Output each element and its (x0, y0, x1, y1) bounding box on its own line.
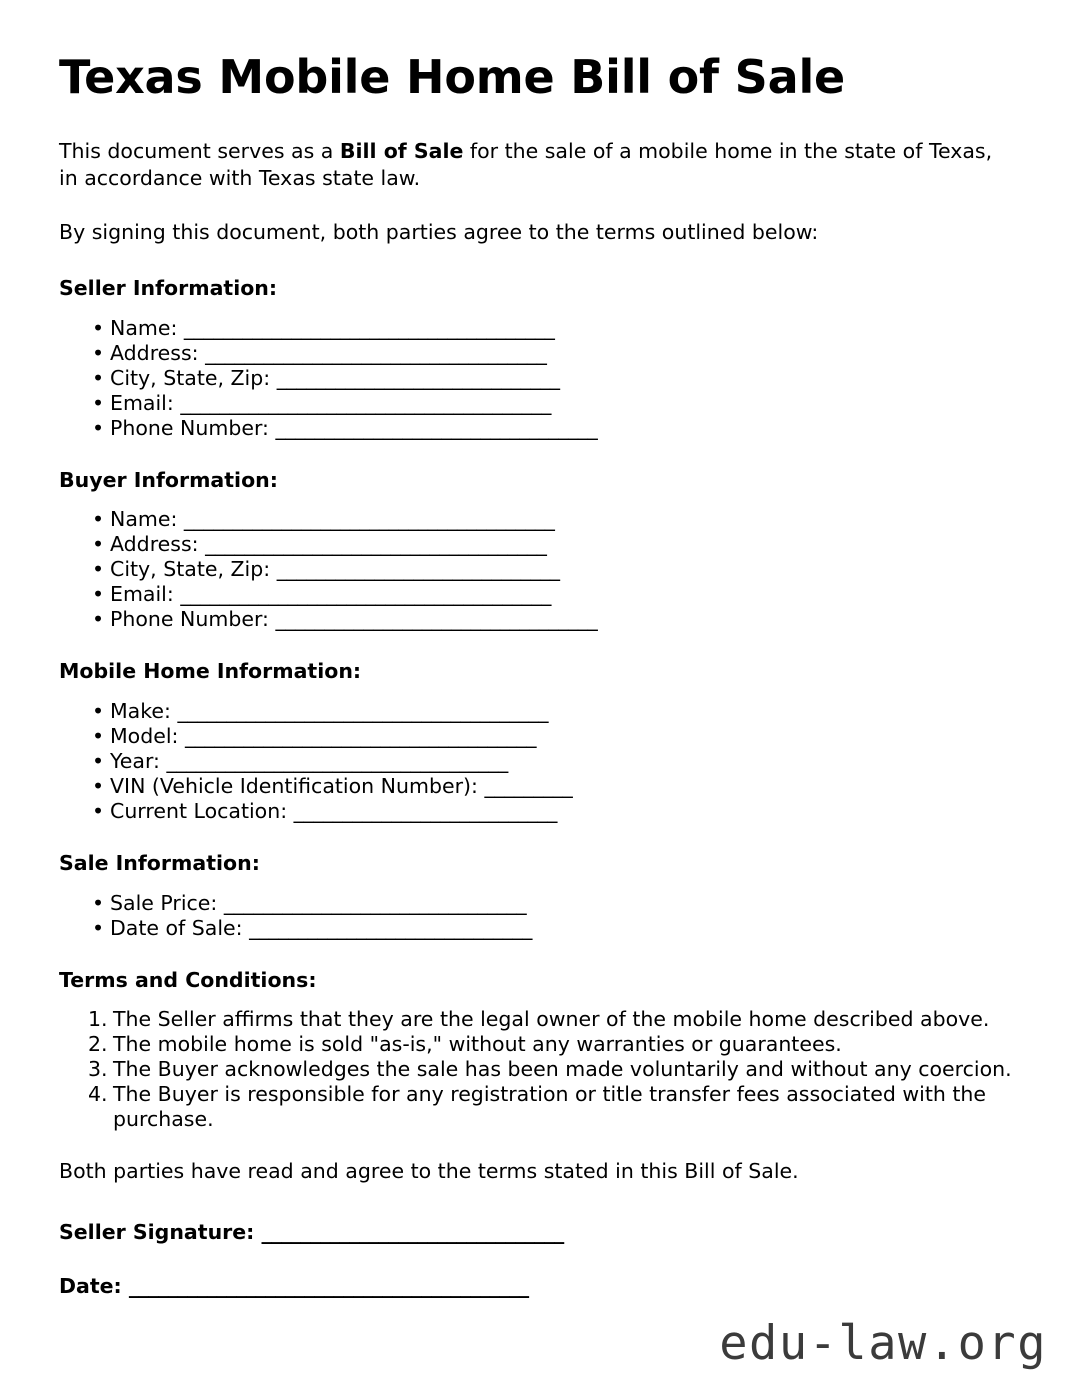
field-label: Make: (110, 699, 171, 724)
list-item: The Seller affirms that they are the legal owner of the mobile home described above. (113, 1007, 990, 1032)
field-label: Name: (110, 315, 178, 340)
section-heading-terms: Terms and Conditions: (59, 967, 317, 992)
field-blank[interactable]: ___________________________________ (205, 532, 547, 557)
signature-block (59, 1220, 1017, 1299)
field-blank[interactable]: ______________________________________ (180, 582, 551, 607)
section-heading-sale: Sale Information: (59, 851, 260, 876)
list-item (59, 724, 1017, 749)
field-label: Email: (110, 582, 174, 607)
field-blank[interactable]: _____________________________ (276, 365, 560, 390)
list-item (59, 582, 1017, 607)
list-item (59, 532, 1017, 557)
field-label: Phone Number: (110, 415, 269, 440)
intro-paragraph (59, 138, 1017, 194)
list-item (59, 341, 1017, 366)
field-label: Model: (110, 724, 179, 749)
list-item (59, 774, 1017, 799)
field-blank[interactable]: ______________________________________ (177, 699, 548, 724)
sale-field-list (59, 891, 1017, 941)
field-label: Address: (110, 532, 199, 557)
agreement-paragraph: By signing this document, both parties agree to the terms outlined below: (59, 220, 819, 245)
field-blank[interactable]: ______________________________________ (183, 315, 555, 340)
seller-signature-blank[interactable]: _______________________________ (261, 1220, 564, 1245)
field-blank[interactable]: _________ (484, 774, 573, 799)
seller-signature-line (59, 1220, 1017, 1246)
buyer-field-list (59, 507, 1017, 632)
list-item (59, 799, 1017, 824)
field-blank[interactable]: ___________________________ (293, 799, 557, 824)
field-blank[interactable]: ______________________________________ (180, 390, 551, 415)
mobile-home-field-list (59, 699, 1017, 824)
field-label: Phone Number: (110, 607, 269, 632)
seller-field-list (59, 316, 1017, 441)
terms-list (59, 1007, 1017, 1132)
field-label: Address: (110, 340, 199, 365)
field-blank[interactable]: ___________________________________ (166, 749, 508, 774)
list-item (59, 366, 1017, 391)
field-blank[interactable]: ___________________________________ (205, 340, 547, 365)
date-line (59, 1274, 1017, 1300)
list-item (59, 699, 1017, 724)
field-blank[interactable]: _____________________________ (249, 915, 532, 940)
intro-bold-term: Bill of Sale (339, 138, 464, 163)
intro-text-after: for the sale of a mobile home in the state of Texas, in accordance with Texas state law. (59, 138, 993, 191)
field-label: City, State, Zip: (110, 365, 271, 390)
list-item (59, 749, 1017, 774)
section-heading-seller: Seller Information: (59, 276, 278, 301)
list-item: The mobile home is sold "as-is," without any warranties or guarantees. (113, 1032, 842, 1057)
field-label: Email: (110, 390, 174, 415)
site-watermark: edu-law.org (719, 1316, 1047, 1371)
list-item: The Buyer is responsible for any registration or title transfer fees associated with the purchase. (113, 1082, 987, 1132)
field-label: Current Location: (110, 799, 288, 824)
closing-paragraph: Both parties have read and agree to the terms stated in this Bill of Sale. (59, 1159, 799, 1184)
section-heading-mobile-home: Mobile Home Information: (59, 659, 362, 684)
field-blank[interactable]: _____________________________ (276, 557, 560, 582)
document-content (59, 52, 1017, 1327)
list-item (59, 416, 1017, 441)
field-label: Date of Sale: (110, 915, 243, 940)
list-item (59, 607, 1017, 632)
field-label: VIN (Vehicle Identification Number): (110, 774, 478, 799)
field-label: Sale Price: (110, 890, 218, 915)
intro-text-before: This document serves as a (59, 138, 340, 163)
field-blank[interactable]: ____________________________________ (185, 724, 536, 749)
list-item (59, 391, 1017, 416)
list-item (59, 557, 1017, 582)
seller-signature-label: Seller Signature: (59, 1220, 255, 1245)
field-label: Year: (110, 749, 160, 774)
list-item (59, 316, 1017, 341)
list-item (59, 916, 1017, 941)
field-blank[interactable]: _________________________________ (275, 607, 598, 632)
field-blank[interactable]: ______________________________________ (183, 507, 555, 532)
list-item: The Buyer acknowledges the sale has been made voluntarily and without any coercion. (113, 1057, 1012, 1082)
date-blank[interactable]: _________________________________________ (128, 1273, 529, 1298)
field-blank[interactable]: _________________________________ (275, 415, 598, 440)
field-label: Name: (110, 507, 178, 532)
page-title: Texas Mobile Home Bill of Sale (59, 50, 846, 104)
date-label: Date: (59, 1273, 122, 1298)
list-item (59, 507, 1017, 532)
field-label: City, State, Zip: (110, 557, 271, 582)
section-heading-buyer: Buyer Information: (59, 467, 278, 492)
list-item (59, 891, 1017, 916)
field-blank[interactable]: _______________________________ (223, 890, 527, 915)
